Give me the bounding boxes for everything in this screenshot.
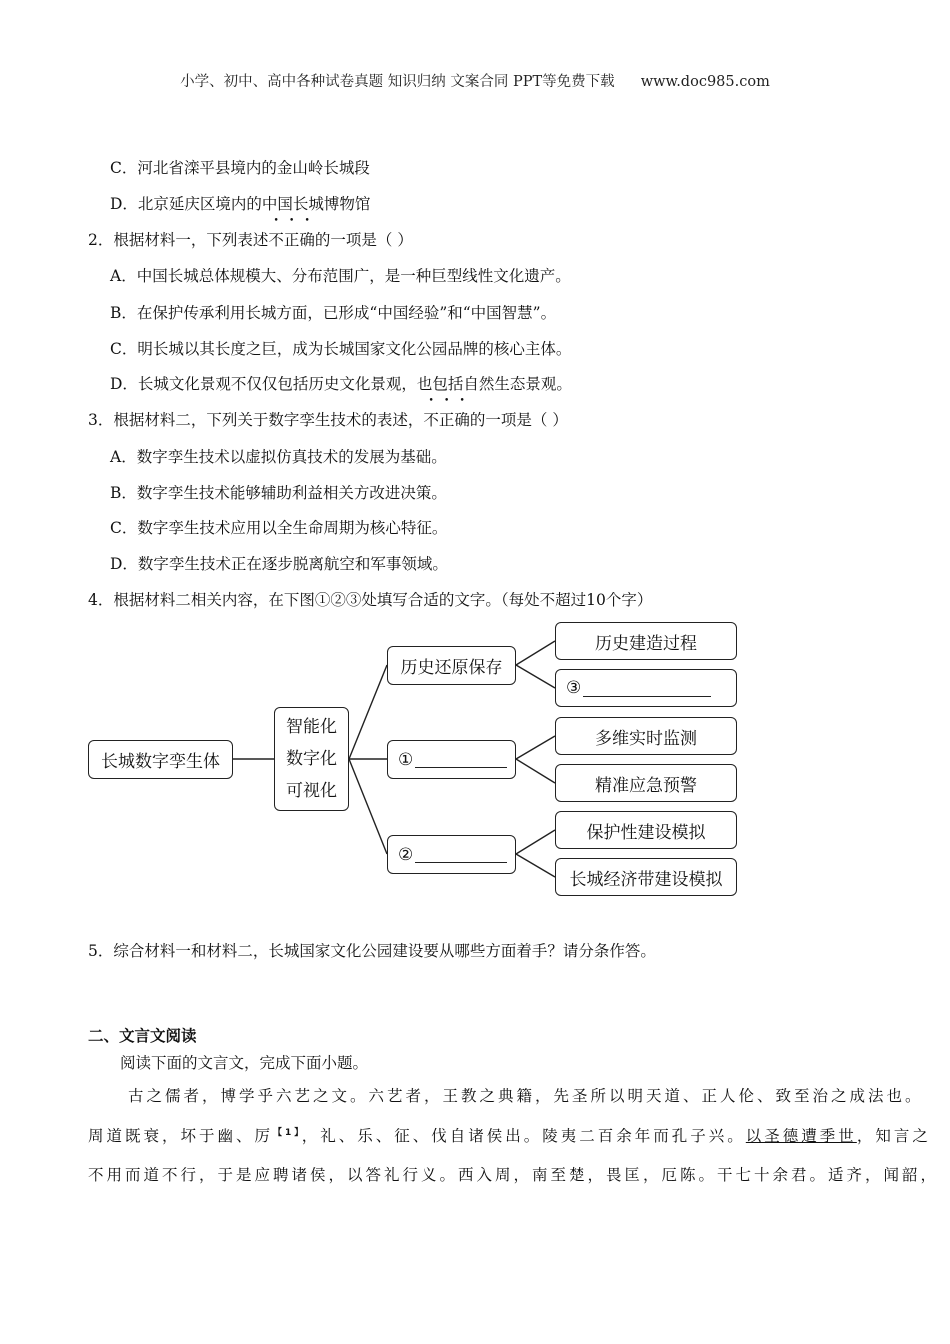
classical-para-2: 周道既衰，坏于幽、厉$^{【1】}$，礼、乐、征、伐自诸侯出。陵夷二百余年而孔子兴。以圣德遭季世，知言之 <box>88 1127 931 1145</box>
q3-option-a: A．数字孪生技术以虚拟仿真技术的发展为基础。 <box>110 448 447 466</box>
q2-option-d: D．长城文化景观不仅仅包括历史文化景观，也包括自然生态景观。 <box>110 375 572 393</box>
diagram-root: 长城数字孪生体 <box>88 740 233 779</box>
q2-option-b: B．在保护传承利用长城方面，已形成“中国经验”和“中国智慧”。 <box>110 304 557 322</box>
section-intro: 阅读下面的文言文，完成下面小题。 <box>120 1054 369 1072</box>
header-text: 小学、初中、高中各种试卷真题 知识归纳 文案合同 PPT等免费下载 <box>180 74 615 90</box>
q2-option-c: C．明长城以其长度之巨，成为长城国家文化公园品牌的核心主体。 <box>110 340 572 358</box>
connector-branch3-leaf6 <box>516 854 555 877</box>
connector-branch2-leaf4 <box>516 759 555 783</box>
classical-para-3: 不用而道不行，于是应聘诸侯，以答礼行义。西入周，南至楚，畏匡，厄陈。干七十余君。适齐，闻韶， <box>88 1166 940 1184</box>
q2-option-a: A．中国长城总体规模大、分布范围广，是一种巨型线性文化遗产。 <box>110 267 571 285</box>
diagram-leaf-6: 长城经济带建设模拟 <box>555 858 737 896</box>
middle-line-1: 智能化 <box>286 717 337 737</box>
connector-branch1-leaf1 <box>516 641 555 665</box>
q3-option-d: D．数字孪生技术正在逐步脱离航空和军事领域。 <box>110 555 448 573</box>
connector-branch1-leaf2 <box>516 665 555 688</box>
q1-option-c: C．河北省滦平县境内的金山岭长城段 <box>110 159 370 177</box>
diagram-branch-1: 历史还原保存 <box>387 646 516 685</box>
q5-stem: 5．综合材料一和材料二，长城国家文化公园建设要从哪些方面着手？请分条作答。 <box>88 942 656 960</box>
q1-option-d: D．北京延庆区境内的中国长城博物馆 <box>110 195 371 213</box>
connector-middle-branch3 <box>349 759 387 854</box>
header-site[interactable]: www.doc985.com <box>640 74 770 90</box>
diagram-branch-3[interactable]: ② <box>387 835 516 874</box>
underlined-sentence: 以圣德遭季世 <box>745 1127 857 1145</box>
q3-option-c: C．数字孪生技术应用以全生命周期为核心特征。 <box>110 519 448 537</box>
connector-branch2-leaf3 <box>516 736 555 759</box>
middle-line-3: 可视化 <box>286 781 337 801</box>
diagram-leaf-3: 多维实时监测 <box>555 717 737 755</box>
q3-option-b: B．数字孪生技术能够辅助利益相关方改进决策。 <box>110 484 447 502</box>
diagram-leaf-1: 历史建造过程 <box>555 622 737 660</box>
section-title: 二、文言文阅读 <box>88 1027 197 1045</box>
connector-middle-branch1 <box>349 665 387 759</box>
diagram-branch-2[interactable]: ① <box>387 740 516 779</box>
middle-line-2: 数字化 <box>286 749 337 769</box>
blank-3 <box>583 680 711 697</box>
diagram-leaf-2[interactable]: ③ <box>555 669 737 707</box>
diagram-leaf-4: 精准应急预警 <box>555 764 737 802</box>
connector-branch3-leaf5 <box>516 830 555 854</box>
diagram-leaf-5: 保护性建设模拟 <box>555 811 737 849</box>
q4-stem: 4．根据材料二相关内容，在下图①②③处填写合适的文字。（每处不超过10个字） <box>88 591 653 609</box>
classical-para-1: 古之儒者，博学乎六艺之文。六艺者，王教之典籍，先圣所以明天道、正人伦、致至治之成法也。 <box>128 1087 924 1105</box>
q2-stem: 2．根据材料一，下列表述不正确的一项是（ ） <box>88 231 413 249</box>
blank-2 <box>415 846 507 863</box>
blank-1 <box>415 751 507 768</box>
q3-stem: 3．根据材料二，下列关于数字孪生技术的表述，不正确的一项是（ ） <box>88 411 568 429</box>
diagram-middle <box>274 707 349 811</box>
